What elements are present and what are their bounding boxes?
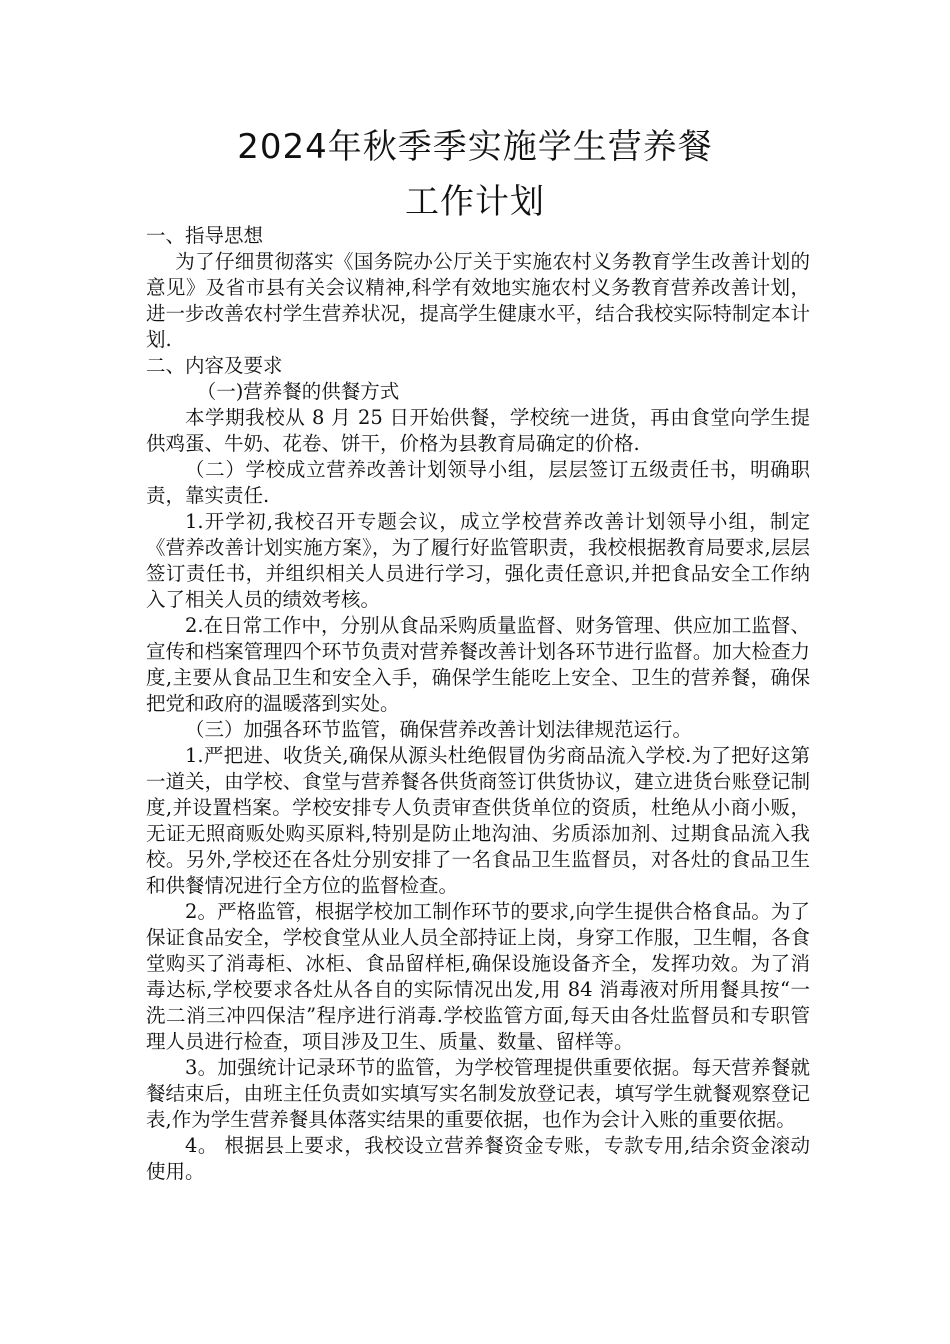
paragraph: 2.在日常工作中，分别从食品采购质量监督、财务管理、供应加工监督、宣传和档案管理四个环节负责对营养餐改善计划各环节进行监督。加大检查力度,主要从食品卫生和安全入手，确保学生能吃上安全、卫生的营养餐，确保把党和政府的温暖落到实处。 [146,614,810,715]
paragraph: 1.开学初,我校召开专题会议，成立学校营养改善计划领导小组，制定《营养改善计划实施方案》，为了履行好监管职责，我校根据教育局要求,层层签订责任书，并组织相关人员进行学习，强化责任意识,并把食品安全工作纳入了相关人员的绩效考核。 [146,510,810,611]
section-heading-guiding-thought: 一、指导思想 [146,224,264,247]
paragraph: 1.严把进、收货关,确保从源头杜绝假冒伪劣商品流入学校.为了把好这第一道关，由学校、食堂与营养餐各供货商签订供货协议，建立进货台账登记制度,并设置档案。学校安排专人负责审查供货单位的资质，杜绝从小商小贩，无证无照商贩处购买原料,特别是防止地沟油、劣质添加剂、过期食品流入我校。另外,学校还在各灶分别安排了一名食品卫生监督员，对各灶的食品卫生和供餐情况进行全方位的监督检查。 [146,744,810,897]
document-title-line-1: 2024年秋季季实施学生营养餐 [237,127,713,167]
document-body [146,223,810,1185]
subsection-heading: （三）加强各环节监管，确保营养改善计划法律规范运行。 [185,718,693,741]
paragraph: 4。 根据县上要求，我校设立营养餐资金专账，专款专用,结余资金滚动使用。 [146,1134,810,1183]
section-heading-content-requirements: 二、内容及要求 [146,354,283,377]
paragraph: 本学期我校从 8 月 25 日开始供餐，学校统一进货，再由食堂向学生提供鸡蛋、牛奶、花卷、饼干，价格为县教育局确定的价格. [146,406,810,455]
paragraph: 为了仔细贯彻落实《国务院办公厅关于实施农村义务教育学生改善计划的意见》及省市县有关会议精神,科学有效地实施农村义务教育营养改善计划，进一步改善农村学生营养状况，提高学生健康水平，结合我校实际特制定本计划. [146,250,810,351]
document-title-line-2: 工作计划 [405,182,545,222]
paragraph: 2。严格监管，根据学校加工制作环节的要求,向学生提供合格食品。为了保证食品安全，学校食堂从业人员全部持证上岗，身穿工作服，卫生帽，各食堂购买了消毒柜、冰柜、食品留样柜,确保设施设备齐全，发挥功效。为了消毒达标,学校要求各灶从各自的实际情况出发,用 84 消毒液对所用餐具按“一洗二消三冲四保洁”程序进行消毒.学校监管方面,每天由各灶监督员和专职管理人员进行检查，项目涉及卫生、质量、数量、留样等。 [146,900,810,1053]
subsection-heading: （二）学校成立营养改善计划领导小组，层层签订五级责任书，明确职责，靠实责任. [146,458,810,507]
paragraph: 3。加强统计记录环节的监管，为学校管理提供重要依据。每天营养餐就餐结束后，由班主任负责如实填写实名制发放登记表，填写学生就餐观察登记表,作为学生营养餐具体落实结果的重要依据，也作为会计入账的重要依据。 [146,1056,810,1131]
subsection-heading: （一)营养餐的供餐方式 [196,380,400,403]
